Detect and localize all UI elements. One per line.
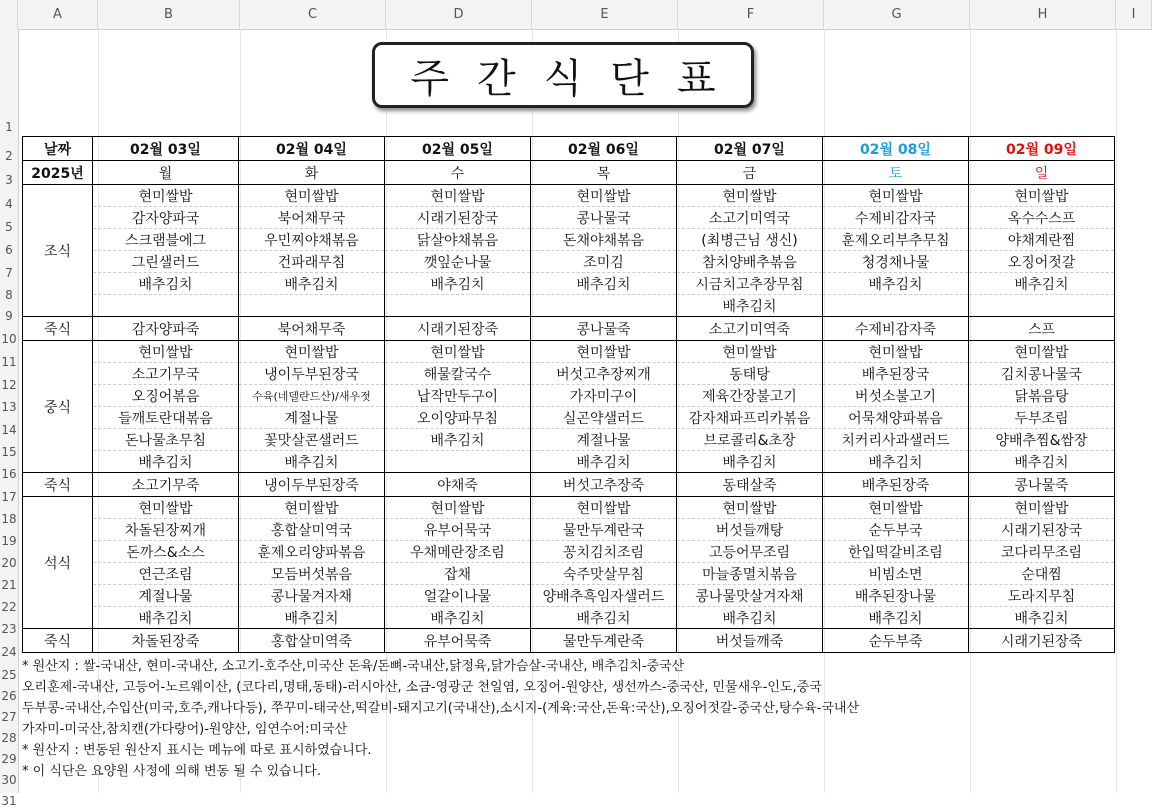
dinner-row [23,497,1115,519]
column-header-c[interactable]: C [240,0,386,29]
menu-cell[interactable]: 동태탕 [677,363,823,385]
menu-cell[interactable]: 현미쌀밥 [93,497,239,519]
porridge-cell[interactable]: 버섯들깨죽 [677,629,823,653]
date-cell[interactable]: 02월 04일 [239,137,385,161]
menu-cell[interactable]: 숙주맛살무침 [531,563,677,585]
menu-cell[interactable]: 실곤약샐러드 [531,407,677,429]
menu-cell[interactable] [239,295,385,317]
porridge-cell[interactable]: 유부어묵죽 [385,629,531,653]
row-number[interactable]: 26 [1,689,17,703]
menu-cell[interactable]: 가자미구이 [531,385,677,407]
menu-cell[interactable]: 현미쌀밥 [385,185,531,207]
menu-cell[interactable] [531,295,677,317]
menu-cell[interactable]: 감자양파국 [93,207,239,229]
menu-cell[interactable]: 꽁치김치조림 [531,541,677,563]
porridge-label[interactable]: 죽식 [23,629,93,653]
porridge-cell[interactable]: 소고기무죽 [93,473,239,497]
menu-cell[interactable]: 건파래무침 [239,251,385,273]
porridge-cell[interactable]: 순두부죽 [823,629,969,653]
menu-cell[interactable]: 돈까스&소스 [93,541,239,563]
menu-cell[interactable] [823,295,969,317]
menu-cell[interactable]: 오이양파무침 [385,407,531,429]
dinner-row [23,519,1115,541]
menu-cell[interactable]: 닭볶음탕 [969,385,1115,407]
day-row [23,161,1115,185]
menu-cell[interactable]: 양배추흑임자샐러드 [531,585,677,607]
menu-cell[interactable]: 배추김치 [677,451,823,473]
porridge-cell[interactable]: 수제비감자죽 [823,317,969,341]
porridge3-row [23,629,1115,653]
menu-cell[interactable]: 모듬버섯볶음 [239,563,385,585]
row-number[interactable]: 16 [1,467,17,481]
menu-cell[interactable]: 배추김치 [969,451,1115,473]
menu-cell[interactable]: 오징어젓갈 [969,251,1115,273]
menu-cell[interactable]: 순대찜 [969,563,1115,585]
menu-cell[interactable]: 차돌된장찌개 [93,519,239,541]
menu-cell[interactable]: 현미쌀밥 [823,341,969,363]
porridge-cell[interactable]: 콩나물죽 [531,317,677,341]
row-number[interactable]: 31 [1,794,17,808]
lunch-row [23,385,1115,407]
porridge-cell[interactable]: 버섯고추장죽 [531,473,677,497]
menu-cell[interactable]: 배추김치 [239,273,385,295]
menu-cell[interactable]: 버섯소불고기 [823,385,969,407]
menu-cell[interactable]: 한입떡갈비조림 [823,541,969,563]
column-header-bar [0,0,1152,30]
lunch-row [23,363,1115,385]
menu-cell[interactable]: 현미쌀밥 [93,341,239,363]
menu-cell[interactable]: 훈제오리양파볶음 [239,541,385,563]
porridge-cell[interactable]: 북어채무죽 [239,317,385,341]
menu-cell[interactable]: 물만두계란국 [531,519,677,541]
menu-cell[interactable]: 수육(네델란드산)/새우젓 [239,385,385,407]
menu-cell[interactable]: 깻잎순나물 [385,251,531,273]
row-number[interactable]: 10 [1,332,17,346]
porridge-cell[interactable]: 동태살죽 [677,473,823,497]
menu-cell[interactable]: 배추김치 [969,607,1115,629]
menu-cell[interactable]: 현미쌀밥 [531,185,677,207]
menu-cell[interactable]: 해물칼국수 [385,363,531,385]
menu-cell[interactable]: 배추김치 [677,295,823,317]
menu-cell[interactable]: 꽃맛살콘샐러드 [239,429,385,451]
menu-cell[interactable]: 현미쌀밥 [531,341,677,363]
row-number[interactable]: 25 [1,668,17,682]
porridge-cell[interactable]: 소고기미역죽 [677,317,823,341]
menu-cell[interactable]: 현미쌀밥 [385,497,531,519]
row-number[interactable]: 11 [1,355,17,369]
menu-cell[interactable] [385,451,531,473]
row-number[interactable]: 12 [1,378,17,392]
breakfast-row [23,185,1115,207]
lunch-row [23,451,1115,473]
row-number[interactable]: 13 [1,400,17,414]
menu-cell[interactable]: (최병근님 생신) [677,229,823,251]
date-cell[interactable]: 02월 03일 [93,137,239,161]
menu-cell[interactable]: 콩나물겨자채 [239,585,385,607]
menu-cell[interactable]: 현미쌀밥 [531,497,677,519]
menu-cell[interactable]: 순두부국 [823,519,969,541]
breakfast-row [23,251,1115,273]
row-header-bar [0,29,19,808]
column-header-d[interactable]: D [386,0,532,29]
menu-cell[interactable] [969,295,1115,317]
row-number[interactable]: 5 [5,220,13,234]
menu-cell[interactable]: 현미쌀밥 [239,497,385,519]
row-number[interactable]: 20 [1,556,17,570]
row-number[interactable]: 24 [1,645,17,659]
menu-cell[interactable]: 유부어묵국 [385,519,531,541]
column-header-f[interactable]: F [678,0,824,29]
menu-cell[interactable]: 비빔소면 [823,563,969,585]
menu-cell[interactable]: 소고기미역국 [677,207,823,229]
menu-cell[interactable]: 현미쌀밥 [677,341,823,363]
menu-table [22,136,1115,653]
row-number[interactable]: 29 [1,752,17,766]
menu-cell[interactable]: 현미쌀밥 [823,185,969,207]
menu-cell[interactable]: 훈제오리부추무침 [823,229,969,251]
select-all-corner[interactable] [0,0,18,29]
menu-cell[interactable]: 배추김치 [823,607,969,629]
menu-cell[interactable]: 배추김치 [823,451,969,473]
note-line[interactable]: 오리훈제-국내산, 고등어-노르웨이산, (코다리,명태,동태)-러시아산, 소금-영광군 천일염, 오징어-원양산, 생선까스-중국산, 민물새우-인도,중국 [22,680,822,695]
menu-cell[interactable]: 조미김 [531,251,677,273]
menu-cell[interactable]: 버섯고추장찌개 [531,363,677,385]
menu-cell[interactable]: 현미쌀밥 [239,185,385,207]
porridge2-row [23,473,1115,497]
porridge-cell[interactable]: 홍합살미역죽 [239,629,385,653]
date-cell[interactable]: 02월 08일 [823,137,969,161]
lunch-row [23,429,1115,451]
date-cell[interactable]: 02월 06일 [531,137,677,161]
row-number[interactable]: 2 [5,149,13,163]
row-number[interactable]: 8 [5,288,13,302]
date-cell[interactable]: 02월 07일 [677,137,823,161]
porridge-cell[interactable]: 물만두계란죽 [531,629,677,653]
menu-cell[interactable] [385,295,531,317]
menu-cell[interactable]: 야채계란찜 [969,229,1115,251]
menu-cell[interactable]: 현미쌀밥 [823,497,969,519]
menu-cell[interactable]: 납작만두구이 [385,385,531,407]
year-label[interactable]: 2025년 [23,161,93,185]
menu-cell[interactable]: 현미쌀밥 [969,341,1115,363]
menu-cell[interactable]: 배추김치 [677,607,823,629]
menu-cell[interactable]: 배추된장나물 [823,585,969,607]
row-number[interactable]: 7 [5,266,13,280]
menu-cell[interactable]: 현미쌀밥 [239,341,385,363]
page-title: 주간식단표 [372,42,754,108]
menu-cell[interactable]: 현미쌀밥 [385,341,531,363]
row-number[interactable]: 14 [1,423,17,437]
menu-cell[interactable]: 홍합살미역국 [239,519,385,541]
row-number[interactable]: 21 [1,578,17,592]
porridge-cell[interactable]: 시래기된장죽 [385,317,531,341]
row-number[interactable]: 15 [1,445,17,459]
menu-cell[interactable]: 현미쌀밥 [677,497,823,519]
menu-cell[interactable]: 돈나물초무침 [93,429,239,451]
menu-cell[interactable]: 배추김치 [239,607,385,629]
breakfast-row [23,273,1115,295]
porridge-cell[interactable]: 콩나물죽 [969,473,1115,497]
row-number[interactable]: 4 [5,197,13,211]
date-row [23,137,1115,161]
row-number[interactable]: 3 [5,173,13,187]
menu-cell[interactable]: 브로콜리&초장 [677,429,823,451]
porridge-cell[interactable]: 냉이두부된장죽 [239,473,385,497]
menu-cell[interactable]: 우민찌야채볶음 [239,229,385,251]
row-number[interactable]: 30 [1,773,17,787]
row-number[interactable]: 22 [1,600,17,614]
note-line[interactable]: * 원산지 : 쌀-국내산, 현미-국내산, 소고기-호주산,미국산 돈육/돈뼈-국내산,닭정육,닭가슴살-국내산, 배추김치-중국산 [22,659,685,674]
porridge1-row [23,317,1115,341]
grid-line [1116,29,1117,793]
dinner-row [23,607,1115,629]
column-header-h[interactable]: H [970,0,1116,29]
row-number[interactable]: 23 [1,622,17,636]
row-number[interactable]: 9 [5,309,13,323]
porridge-cell[interactable]: 야채죽 [385,473,531,497]
menu-cell[interactable]: 배추김치 [239,451,385,473]
menu-cell[interactable]: 마늘종멸치볶음 [677,563,823,585]
menu-cell[interactable]: 두부조림 [969,407,1115,429]
date-cell[interactable]: 02월 05일 [385,137,531,161]
menu-cell[interactable]: 배추김치 [969,273,1115,295]
menu-cell[interactable]: 참치양배추볶음 [677,251,823,273]
breakfast-row [23,229,1115,251]
porridge-label[interactable]: 죽식 [23,317,93,341]
menu-cell[interactable]: 들깨토란대볶음 [93,407,239,429]
menu-cell[interactable]: 현미쌀밥 [969,497,1115,519]
menu-cell[interactable]: 돈채야채볶음 [531,229,677,251]
porridge-cell[interactable]: 시래기된장죽 [969,629,1115,653]
menu-cell[interactable]: 현미쌀밥 [93,185,239,207]
menu-cell[interactable]: 얼갈이나물 [385,585,531,607]
menu-cell[interactable]: 우채메란장조림 [385,541,531,563]
menu-cell[interactable]: 양배추찜&쌈장 [969,429,1115,451]
menu-cell[interactable]: 시금치고추장무침 [677,273,823,295]
menu-cell[interactable]: 감자채파프리카볶음 [677,407,823,429]
column-header-b[interactable]: B [98,0,240,29]
porridge-cell[interactable]: 차돌된장죽 [93,629,239,653]
menu-cell[interactable]: 시래기된장국 [969,519,1115,541]
porridge-cell[interactable]: 스프 [969,317,1115,341]
menu-cell[interactable]: 현미쌀밥 [677,185,823,207]
menu-cell[interactable]: 연근조림 [93,563,239,585]
row-number[interactable]: 1 [5,120,13,134]
day-cell[interactable]: 화 [239,161,385,185]
breakfast-label[interactable]: 조식 [23,185,93,317]
menu-cell[interactable]: 수제비감자국 [823,207,969,229]
menu-cell[interactable]: 계절나물 [531,429,677,451]
lunch-row [23,341,1115,363]
date-label[interactable]: 날짜 [23,137,93,161]
menu-cell[interactable]: 배추김치 [385,273,531,295]
row-number[interactable]: 6 [5,243,13,257]
menu-cell[interactable]: 치커리사과샐러드 [823,429,969,451]
menu-cell[interactable] [93,295,239,317]
menu-cell[interactable]: 배추된장국 [823,363,969,385]
menu-cell[interactable]: 그린샐러드 [93,251,239,273]
column-header-g[interactable]: G [824,0,970,29]
dinner-row [23,585,1115,607]
menu-cell[interactable]: 옥수수스프 [969,207,1115,229]
column-header-a[interactable]: A [18,0,98,29]
menu-cell[interactable]: 계절나물 [239,407,385,429]
menu-cell[interactable]: 냉이두부된장국 [239,363,385,385]
day-cell[interactable]: 목 [531,161,677,185]
menu-cell[interactable]: 버섯들깨탕 [677,519,823,541]
note-line[interactable]: 두부콩-국내산,수입산(미국,호주,캐나다등), 쭈꾸미-태국산,떡갈비-돼지고기(국내산),소시지-(계육:국산,돈육:국산),오징어젓갈-중국산,탕수육-국내산 [22,701,860,716]
porridge-cell[interactable]: 감자양파죽 [93,317,239,341]
row-number[interactable]: 28 [1,731,17,745]
menu-cell[interactable]: 배추김치 [385,429,531,451]
menu-cell[interactable]: 잡채 [385,563,531,585]
menu-cell[interactable]: 닭살야채볶음 [385,229,531,251]
lunch-label[interactable]: 중식 [23,341,93,473]
menu-cell[interactable]: 소고기무국 [93,363,239,385]
menu-cell[interactable]: 고등어무조림 [677,541,823,563]
porridge-cell[interactable]: 배추된장죽 [823,473,969,497]
menu-cell[interactable]: 콩나물국 [531,207,677,229]
day-cell[interactable]: 수 [385,161,531,185]
menu-cell[interactable]: 김치콩나물국 [969,363,1115,385]
porridge-label[interactable]: 죽식 [23,473,93,497]
menu-cell[interactable]: 어묵채양파볶음 [823,407,969,429]
menu-cell[interactable]: 제육간장불고기 [677,385,823,407]
breakfast-row [23,295,1115,317]
day-cell[interactable]: 토 [823,161,969,185]
menu-cell[interactable]: 현미쌀밥 [969,185,1115,207]
menu-cell[interactable]: 배추김치 [93,607,239,629]
column-header-i[interactable]: I [1116,0,1152,29]
menu-cell[interactable]: 배추김치 [385,607,531,629]
dinner-label[interactable]: 석식 [23,497,93,629]
column-header-e[interactable]: E [532,0,678,29]
row-number[interactable]: 17 [1,490,17,504]
menu-cell[interactable]: 콩나물맛살겨자채 [677,585,823,607]
menu-cell[interactable]: 청경채나물 [823,251,969,273]
day-cell[interactable]: 월 [93,161,239,185]
menu-cell[interactable]: 배추김치 [93,451,239,473]
menu-cell[interactable]: 배추김치 [531,273,677,295]
menu-cell[interactable]: 시래기된장국 [385,207,531,229]
dinner-row [23,541,1115,563]
menu-cell[interactable]: 계절나물 [93,585,239,607]
menu-cell[interactable]: 배추김치 [531,607,677,629]
menu-cell[interactable]: 배추김치 [531,451,677,473]
row-number[interactable]: 18 [1,512,17,526]
lunch-row [23,407,1115,429]
menu-cell[interactable]: 오징어볶음 [93,385,239,407]
note-line[interactable]: 가자미-미국산,참치캔(가다랑어)-원양산, 임연수어:미국산 [22,722,348,737]
row-number[interactable]: 27 [1,710,17,724]
menu-cell[interactable]: 배추김치 [823,273,969,295]
note-line[interactable]: * 원산지 : 변동된 원산지 표시는 메뉴에 따로 표시하였습니다. [22,743,372,758]
note-line[interactable]: * 이 식단은 요양원 사정에 의해 변동 될 수 있습니다. [22,764,321,779]
breakfast-row [23,207,1115,229]
menu-cell[interactable]: 스크램블에그 [93,229,239,251]
menu-cell[interactable]: 코다리무조림 [969,541,1115,563]
row-number[interactable]: 19 [1,534,17,548]
dinner-row [23,563,1115,585]
day-cell[interactable]: 일 [969,161,1115,185]
day-cell[interactable]: 금 [677,161,823,185]
date-cell[interactable]: 02월 09일 [969,137,1115,161]
menu-cell[interactable]: 도라지무침 [969,585,1115,607]
menu-cell[interactable]: 북어채무국 [239,207,385,229]
menu-cell[interactable]: 배추김치 [93,273,239,295]
